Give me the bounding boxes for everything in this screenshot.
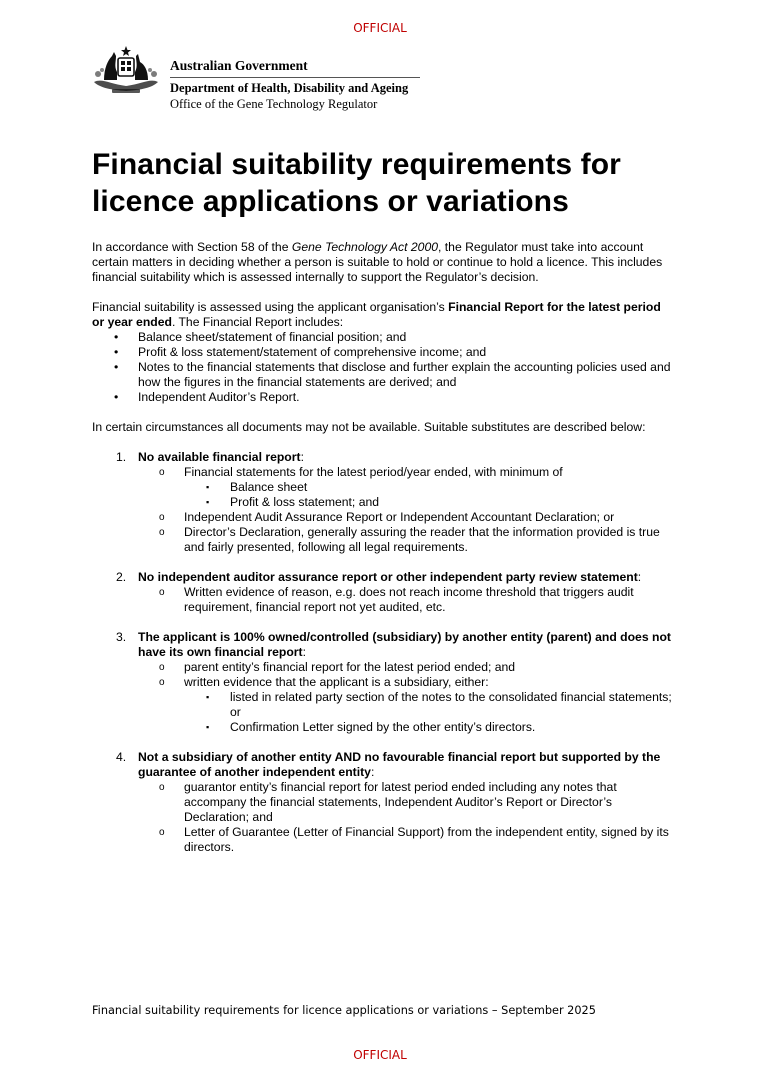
act-name: Gene Technology Act 2000 xyxy=(291,240,439,254)
department-name: Department of Health, Disability and Ageing xyxy=(170,81,409,95)
substitutes-intro: In certain circumstances all documents may not be available. Suitable substitutes are described below: xyxy=(92,420,646,434)
list-item xyxy=(138,675,672,735)
list-item xyxy=(138,525,672,555)
circle-bullet-icon: o xyxy=(159,827,165,838)
list-item-text: Independent Audit Assurance Report or Independent Accountant Declaration; or xyxy=(184,510,615,524)
assessment-text-start: Financial suitability is assessed using the applicant organisation’s xyxy=(92,300,449,314)
list-item xyxy=(184,495,672,510)
list-item-text: Letter of Guarantee (Letter of Financial Support) from the independent entity, signed by its directors. xyxy=(184,825,669,854)
substitute-heading: Not a subsidiary of another entity AND no favourable financial report but supported by the guarantee of another independent entity xyxy=(138,750,661,779)
list-item-text: Confirmation Letter signed by the other entity’s directors. xyxy=(230,720,536,734)
circle-bullet-icon: o xyxy=(159,587,165,598)
list-item xyxy=(184,720,672,735)
classification-marking-top: OFFICIAL xyxy=(353,21,407,35)
page-footer: Financial suitability requirements for licence applications or variations – September 2025 xyxy=(92,1004,596,1017)
square-bullet-icon: ▪ xyxy=(206,482,210,492)
square-bullet-icon: ▪ xyxy=(206,722,210,732)
financial-report-list xyxy=(92,330,672,405)
intro-text-end: , the Regulator must take into account certain matters in deciding whether a person is suitable to hold or continue to hold a licence. This includes financial suitability which is assessed internally to support the Regulator’s decision. xyxy=(92,240,663,284)
list-item-text: Profit & loss statement; and xyxy=(230,495,380,509)
coat-of-arms-icon xyxy=(90,44,162,96)
list-item-text: Balance sheet xyxy=(230,480,308,494)
circle-bullet-icon: o xyxy=(159,467,165,478)
list-item-text: listed in related party section of the notes to the consolidated financial statements; or xyxy=(230,690,672,719)
sub-list xyxy=(138,780,672,855)
sub-list xyxy=(138,660,672,735)
substitute-heading: No available financial report xyxy=(138,450,301,464)
list-item xyxy=(138,825,672,855)
list-item-text: Written evidence of reason, e.g. does not reach income threshold that triggers audit requirement, financial report not yet audited, etc. xyxy=(184,585,634,614)
document-title: Financial suitability requirements for licence applications or variations xyxy=(92,148,621,218)
list-item xyxy=(138,780,672,825)
circle-bullet-icon: o xyxy=(159,662,165,673)
sub-sub-list xyxy=(184,480,672,510)
substitute-heading: No independent auditor assurance report or other independent party review statement xyxy=(138,570,638,584)
substitute-heading: The applicant is 100% owned/controlled (subsidiary) by another entity (parent) and does not have its own financial report xyxy=(138,630,671,659)
list-item-text: Financial statements for the latest period/year ended, with minimum of xyxy=(184,465,563,479)
substitute-item xyxy=(92,450,672,555)
classification-marking-bottom: OFFICIAL xyxy=(353,1048,407,1062)
heading-colon: : xyxy=(637,570,642,584)
item-number: 2. xyxy=(116,570,127,584)
list-item: • Independent Auditor’s Report. xyxy=(92,390,672,405)
list-item xyxy=(138,465,672,510)
sub-list xyxy=(138,585,672,615)
government-name: Australian Government xyxy=(170,58,420,78)
item-number: 4. xyxy=(116,750,127,764)
intro-text-start: In accordance with Section 58 of the xyxy=(92,240,292,254)
list-item-text: Director’s Declaration, generally assuring the reader that the information provided is true and fairly presented, following all legal requirements. xyxy=(184,525,660,554)
list-item: • Notes to the financial statements that disclose and further explain the accounting policies used and how the figures in the financial statements are derived; and xyxy=(92,360,672,390)
intro-paragraph xyxy=(92,240,672,285)
heading-colon: : xyxy=(302,645,306,659)
substitute-item xyxy=(92,750,672,855)
circle-bullet-icon: o xyxy=(159,527,165,538)
list-item: • Profit & loss statement/statement of comprehensive income; and xyxy=(92,345,672,360)
item-number: 1. xyxy=(116,450,127,464)
list-item-text: guarantor entity’s financial report for latest period ended including any notes that accompany the financial statements, Independent Auditor’s Report or Director’s Declaration; and xyxy=(184,780,617,824)
assessment-paragraph xyxy=(92,300,672,330)
item-number: 3. xyxy=(116,630,127,644)
substitute-item xyxy=(92,630,672,735)
sub-list xyxy=(138,465,672,555)
sub-sub-list xyxy=(184,690,672,735)
list-item xyxy=(138,660,672,675)
list-item-text: parent entity’s financial report for the latest period ended; and xyxy=(184,660,516,674)
square-bullet-icon: ▪ xyxy=(206,497,210,507)
list-item xyxy=(138,585,672,615)
office-name: Office of the Gene Technology Regulator xyxy=(170,97,378,111)
list-item xyxy=(184,690,672,720)
substitute-item xyxy=(92,570,672,615)
heading-colon: : xyxy=(300,450,304,464)
circle-bullet-icon: o xyxy=(159,677,165,688)
substitutes-list xyxy=(92,450,672,855)
circle-bullet-icon: o xyxy=(159,782,165,793)
heading-colon: : xyxy=(370,765,375,779)
list-item: • Balance sheet/statement of financial position; and xyxy=(92,330,672,345)
circle-bullet-icon: o xyxy=(159,512,165,523)
list-item xyxy=(184,480,672,495)
document-body xyxy=(92,240,672,870)
assessment-text-end: . The Financial Report includes: xyxy=(171,315,344,329)
assessment-emphasis: Financial Report for the latest period or year ended xyxy=(92,300,661,329)
list-item-text: written evidence that the applicant is a subsidiary, either: xyxy=(184,675,489,689)
list-item xyxy=(138,510,672,525)
square-bullet-icon: ▪ xyxy=(206,692,210,702)
